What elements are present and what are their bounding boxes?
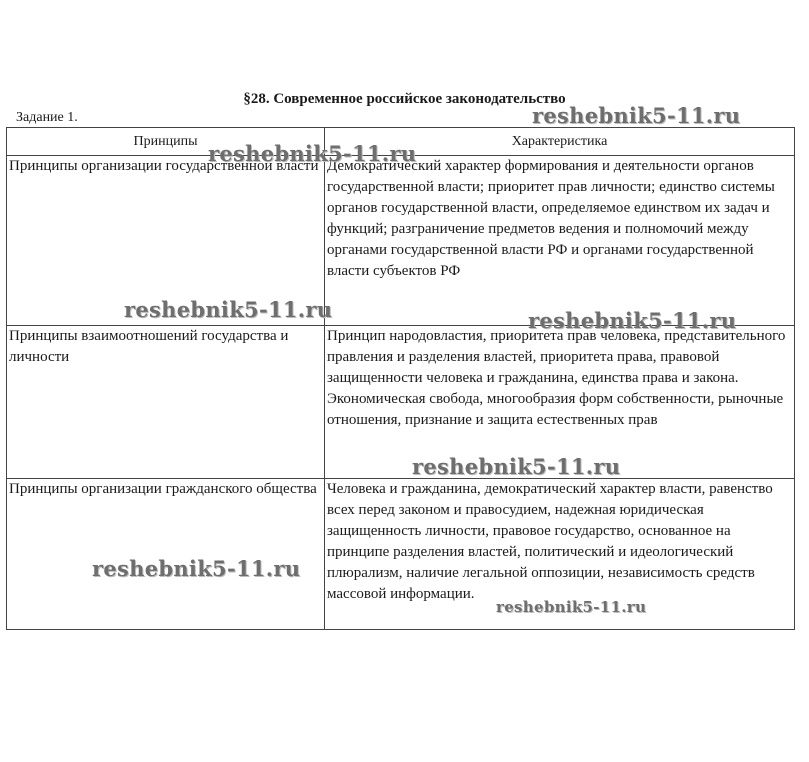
principle-text: Принципы организации гражданского общества (9, 481, 317, 497)
table-row (7, 326, 795, 479)
watermark: reshebnik5-11.ru (496, 598, 647, 616)
watermark: reshebnik5-11.ru (528, 308, 737, 333)
watermark: reshebnik5-11.ru (532, 103, 741, 128)
characteristic-text: Принцип народовластия, приоритета прав человека, представительного правления и разделения властей, приоритета права, правовой защищенности человека и гражданина, единства права и закона. Экономическая свобода, многообразия форм собственности, рыночные отношения, признание и защита естественных прав (327, 328, 786, 428)
watermark: reshebnik5-11.ru (92, 556, 301, 581)
principle-cell (7, 326, 325, 479)
characteristic-text: Человека и гражданина, демократический характер власти, равенство всех перед законом и правосудием, надежная юридическая защищенность личности, правовое государство, основанное на принципе разделения властей, политический и идеологический плюрализм, наличие легальной оппозиции, независимость средств массовой информации. (327, 481, 773, 602)
watermark: reshebnik5-11.ru (208, 141, 417, 166)
task-label: Задание 1. (16, 110, 78, 125)
characteristic-cell (325, 326, 795, 479)
principle-cell (7, 156, 325, 326)
watermark: reshebnik5-11.ru (412, 454, 621, 479)
header-characteristic: Характеристика (325, 128, 795, 156)
table-row (7, 479, 795, 630)
principles-table (6, 127, 795, 630)
principle-cell (7, 479, 325, 630)
table-header-row (7, 128, 795, 156)
header-principles: Принципы (7, 128, 325, 156)
principle-text: Принципы организации государственной власти (9, 158, 319, 174)
watermark: reshebnik5-11.ru (124, 297, 333, 322)
principle-text: Принципы взаимоотношений государства и личности (9, 328, 289, 365)
table-row (7, 156, 795, 326)
characteristic-cell (325, 156, 795, 326)
page-title: §28. Современное российское законодательство (243, 91, 566, 107)
characteristic-text: Демократический характер формирования и деятельности органов государственной власти; приоритет прав личности; единство системы органов государственной власти, определяемое единством их задач и функций; разграничение предметов ведения и полномочий между органами государственной власти РФ и органами государственной власти субъектов РФ (327, 158, 775, 279)
characteristic-cell (325, 479, 795, 630)
